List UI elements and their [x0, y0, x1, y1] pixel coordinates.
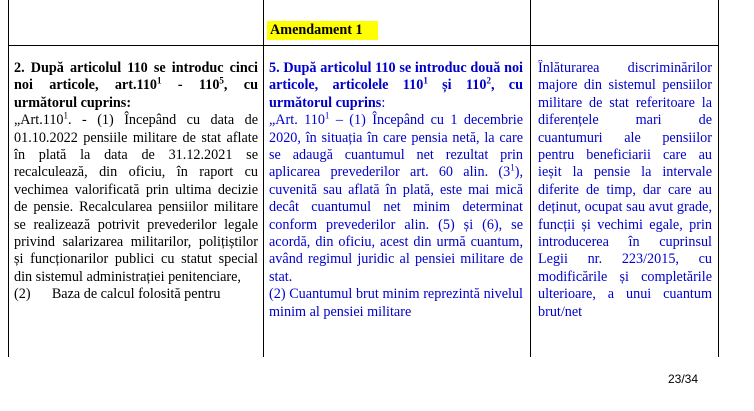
amendment-heading: 5. După articolul 110 se introduc două noi articole, articolele $110^1$ și $110^2$, cu următorul cuprins:	[269, 60, 523, 111]
amendment-label: Amendament 1	[267, 21, 378, 40]
table-row-divider	[8, 45, 718, 46]
initial-text-column	[14, 60, 258, 357]
page-number: 23/34	[668, 372, 699, 386]
table-border-right	[718, 0, 719, 357]
initial-paragraph-2: (2) Baza de calcul folosită pentru	[14, 286, 221, 303]
table-divider-2	[530, 0, 531, 357]
motivation-text: Înlăturarea discriminărilor majore din sistemul pensiilor militare de stat referitoare la diferențele mari de cuantumuri ale pensiilor pentru beneficiarii care au ieșit la pensie la intervale diferite de timp, dar care au deținut, ocupat sau avut grade, funcții și vechimi egale, prin introducerea în cuprinsul Legii nr. 223/2015, cu modificările și completările ulterioare, a unui cuantum brut/net	[538, 60, 712, 320]
table-divider-1	[263, 0, 264, 357]
motivation-column	[538, 60, 712, 357]
initial-article-paragraph: „Art.110$^1$. - (1) Începând cu data de 01.10.2022 pensiile militare de stat aflate în plată la data de 31.12.2021 se recalculează, din oficiu, în raport cu vechimea valorificată prin ultima decizie de pensie. Recalcularea pensiilor militare se realizează potrivit prevederilor legale privind salarizarea militarilor, polițiștilor și funcționarilor publici cu statut special din sistemul administrației penitenciare,	[14, 110, 258, 285]
initial-heading: 2. După articolul 110 se introduc cinci noi articole, $art.110^1 - 110^5$, cu următorul cuprins:	[14, 60, 258, 111]
amendment-article-paragraph: „Art. $110^1 - (1)$ Începând cu 1 decembrie 2020, în situația în care pensia netă, la care se adaugă cuantumul net rezultat prin aplicarea prevederilor art. 60 alin. $(3^1)$, cuvenită sau aflată în plată, este mai mică decât cuantumul net minim determinat conform prevederilor alin. (5) și (6), se acordă, din oficiu, acest din urmă cuantum, având regimul juridic al pensiei militare de stat.	[269, 110, 523, 285]
amendment-text-column	[269, 60, 523, 357]
amendment-paragraph-2: (2) Cuantumul brut minim reprezintă nivelul minim al pensiei militare	[269, 286, 523, 320]
table-border-left	[8, 0, 9, 357]
